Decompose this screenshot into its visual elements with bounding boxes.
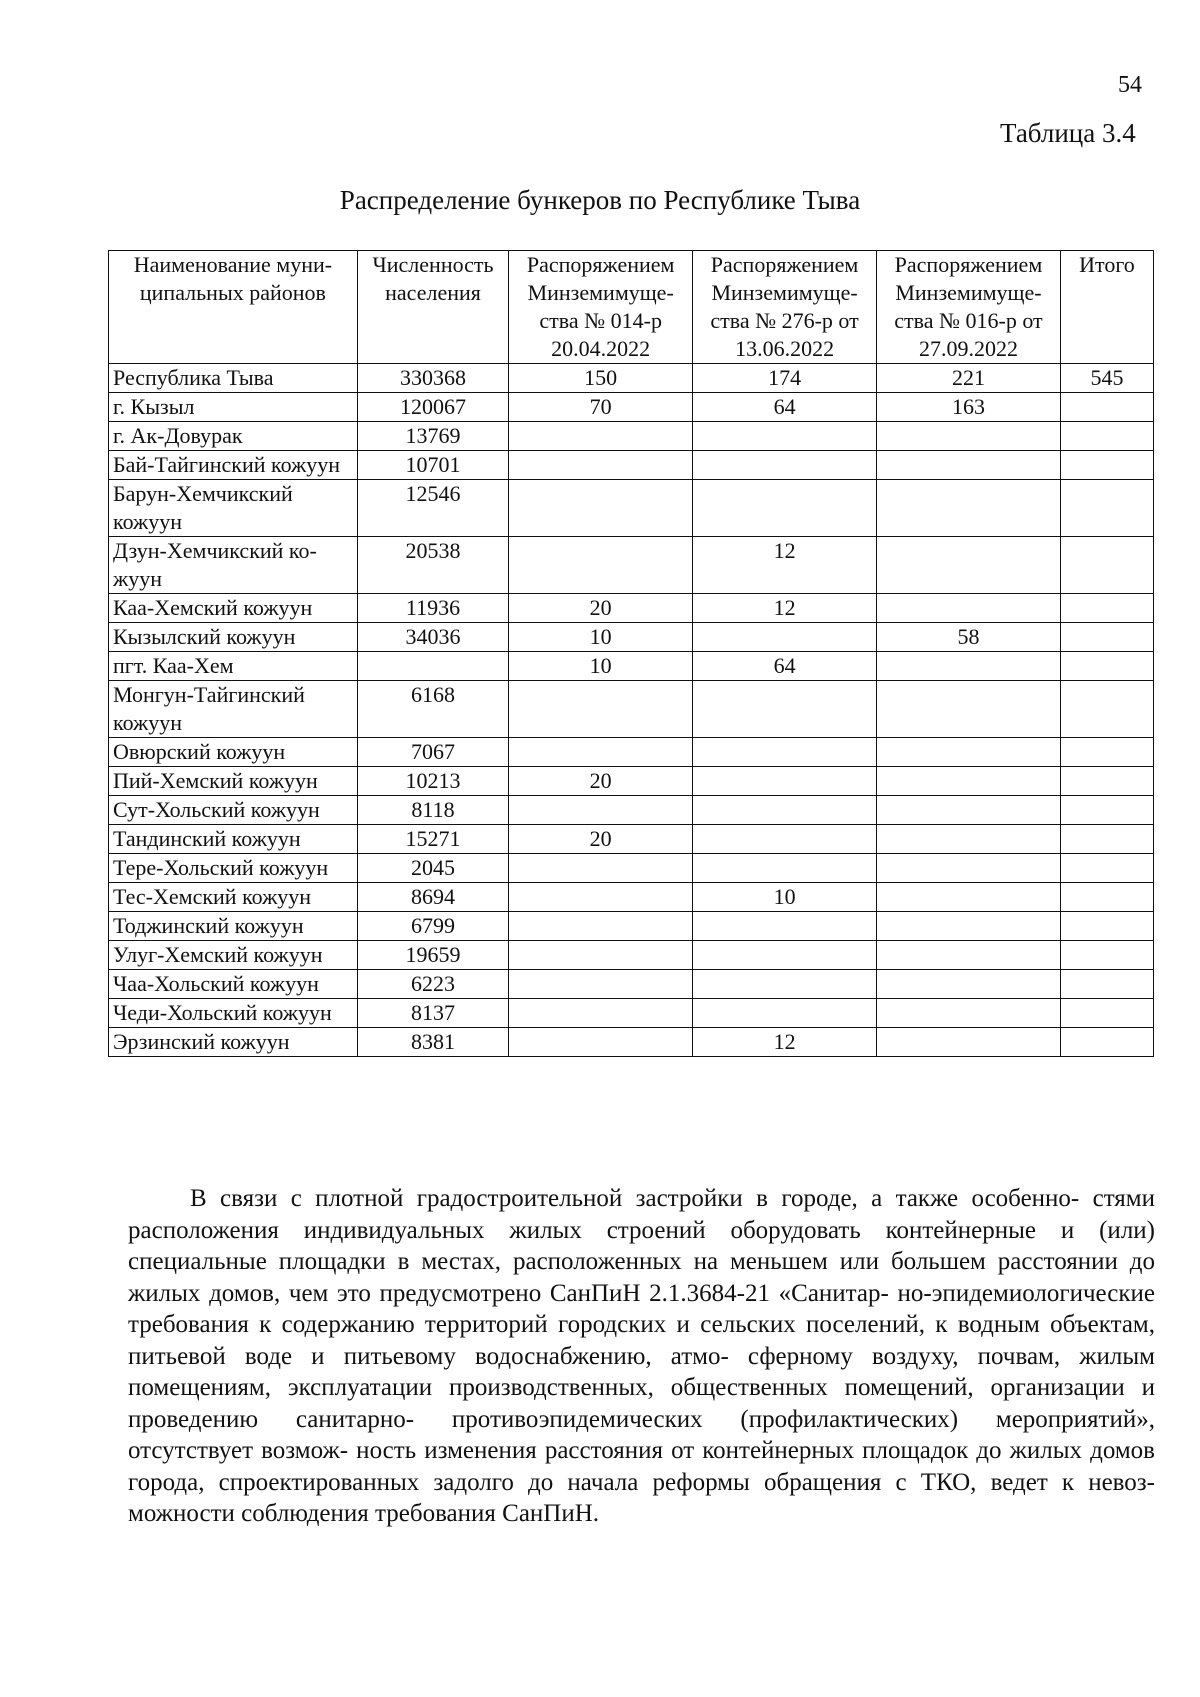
cell-order-016: [877, 912, 1061, 941]
cell-district-name: Барун-Хемчикский кожуун: [109, 480, 358, 537]
cell-district-name: Улуг-Хемский кожуун: [109, 941, 358, 970]
col-header-order-016: Распоряжением Минземимуще- ства № 016-р от 27.09.2022: [877, 251, 1061, 364]
table-row: [109, 364, 1154, 393]
cell-total: [1060, 537, 1153, 594]
cell-order-276: 10: [693, 883, 877, 912]
table-row: [109, 652, 1154, 681]
cell-district-name: Сут-Хольский кожуун: [109, 796, 358, 825]
cell-order-014: [509, 480, 693, 537]
cell-order-016: [877, 825, 1061, 854]
table-row: [109, 537, 1154, 594]
cell-order-014: 10: [509, 652, 693, 681]
table-row: [109, 796, 1154, 825]
cell-district-name: Эрзинский кожуун: [109, 1028, 358, 1057]
cell-order-016: [877, 796, 1061, 825]
cell-order-276: [693, 825, 877, 854]
cell-district-name: г. Ак-Довурак: [109, 422, 358, 451]
cell-total: [1060, 422, 1153, 451]
cell-total: [1060, 738, 1153, 767]
cell-total: 545: [1060, 364, 1153, 393]
cell-total: [1060, 1028, 1153, 1057]
cell-order-016: [877, 999, 1061, 1028]
cell-order-016: [877, 941, 1061, 970]
cell-total: [1060, 825, 1153, 854]
table-label: Таблица 3.4: [1000, 118, 1136, 148]
cell-order-014: [509, 796, 693, 825]
cell-order-276: [693, 681, 877, 738]
cell-order-016: [877, 970, 1061, 999]
bunker-distribution-table: [108, 250, 1154, 1057]
cell-total: [1060, 970, 1153, 999]
cell-order-016: [877, 451, 1061, 480]
cell-total: [1060, 767, 1153, 796]
cell-population: [357, 652, 508, 681]
table-body: [109, 364, 1154, 1057]
cell-total: [1060, 912, 1153, 941]
cell-population: 8137: [357, 999, 508, 1028]
cell-population: 13769: [357, 422, 508, 451]
cell-order-276: [693, 796, 877, 825]
table-row: [109, 393, 1154, 422]
cell-order-276: 64: [693, 652, 877, 681]
col-header-population: Численность населения: [357, 251, 508, 364]
cell-population: 7067: [357, 738, 508, 767]
cell-total: [1060, 451, 1153, 480]
cell-order-016: 58: [877, 623, 1061, 652]
cell-order-014: [509, 883, 693, 912]
cell-order-276: 12: [693, 1028, 877, 1057]
cell-district-name: Чеди-Хольский кожуун: [109, 999, 358, 1028]
cell-population: 15271: [357, 825, 508, 854]
cell-population: 2045: [357, 854, 508, 883]
cell-order-014: 10: [509, 623, 693, 652]
cell-district-name: г. Кызыл: [109, 393, 358, 422]
cell-total: [1060, 796, 1153, 825]
cell-district-name: Республика Тыва: [109, 364, 358, 393]
cell-order-276: [693, 854, 877, 883]
table-row: [109, 480, 1154, 537]
cell-order-276: 64: [693, 393, 877, 422]
cell-district-name: Тандинский кожуун: [109, 825, 358, 854]
cell-population: 330368: [357, 364, 508, 393]
cell-order-014: [509, 999, 693, 1028]
table-row: [109, 681, 1154, 738]
col-header-total: Итого: [1060, 251, 1153, 364]
cell-order-276: [693, 451, 877, 480]
table-row: [109, 854, 1154, 883]
cell-district-name: Чаа-Хольский кожуун: [109, 970, 358, 999]
cell-total: [1060, 941, 1153, 970]
cell-order-016: [877, 594, 1061, 623]
cell-population: 6799: [357, 912, 508, 941]
cell-district-name: Пий-Хемский кожуун: [109, 767, 358, 796]
cell-order-276: [693, 422, 877, 451]
cell-district-name: Кызылский кожуун: [109, 623, 358, 652]
cell-population: 6223: [357, 970, 508, 999]
cell-order-014: [509, 970, 693, 999]
cell-order-276: [693, 623, 877, 652]
cell-order-014: [509, 451, 693, 480]
cell-order-014: 20: [509, 825, 693, 854]
cell-district-name: Каа-Хемский кожуун: [109, 594, 358, 623]
cell-order-276: [693, 999, 877, 1028]
table-header-row: [109, 251, 1154, 364]
cell-total: [1060, 999, 1153, 1028]
cell-district-name: Дзун-Хемчикский ко- жуун: [109, 537, 358, 594]
cell-order-016: [877, 537, 1061, 594]
cell-order-276: 12: [693, 594, 877, 623]
col-header-order-276: Распоряжением Минземимуще- ства № 276-р от 13.06.2022: [693, 251, 877, 364]
table-row: [109, 767, 1154, 796]
cell-population: 11936: [357, 594, 508, 623]
cell-order-014: [509, 912, 693, 941]
cell-order-276: [693, 912, 877, 941]
cell-population: 8694: [357, 883, 508, 912]
table-row: [109, 825, 1154, 854]
cell-order-014: 70: [509, 393, 693, 422]
cell-district-name: Тере-Хольский кожуун: [109, 854, 358, 883]
table-row: [109, 912, 1154, 941]
cell-order-014: 20: [509, 767, 693, 796]
cell-order-276: [693, 941, 877, 970]
cell-total: [1060, 623, 1153, 652]
cell-total: [1060, 854, 1153, 883]
cell-total: [1060, 652, 1153, 681]
cell-order-014: [509, 941, 693, 970]
cell-order-016: [877, 1028, 1061, 1057]
cell-order-016: 221: [877, 364, 1061, 393]
cell-order-016: 163: [877, 393, 1061, 422]
cell-order-276: 12: [693, 537, 877, 594]
cell-order-016: [877, 681, 1061, 738]
cell-order-016: [877, 480, 1061, 537]
table-row: [109, 970, 1154, 999]
cell-total: [1060, 594, 1153, 623]
cell-population: 8381: [357, 1028, 508, 1057]
page-number: 54: [1118, 72, 1142, 98]
cell-order-276: [693, 738, 877, 767]
table-row: [109, 941, 1154, 970]
table-row: [109, 623, 1154, 652]
cell-district-name: пгт. Каа-Хем: [109, 652, 358, 681]
cell-district-name: Тес-Хемский кожуун: [109, 883, 358, 912]
cell-order-016: [877, 854, 1061, 883]
cell-order-016: [877, 767, 1061, 796]
cell-total: [1060, 480, 1153, 537]
cell-order-276: [693, 480, 877, 537]
cell-district-name: Монгун-Тайгинский кожуун: [109, 681, 358, 738]
cell-order-016: [877, 738, 1061, 767]
cell-district-name: Овюрский кожуун: [109, 738, 358, 767]
table-row: [109, 883, 1154, 912]
cell-order-276: [693, 767, 877, 796]
cell-order-014: [509, 422, 693, 451]
cell-population: 8118: [357, 796, 508, 825]
cell-population: 12546: [357, 480, 508, 537]
table-row: [109, 999, 1154, 1028]
cell-total: [1060, 883, 1153, 912]
cell-order-014: [509, 537, 693, 594]
cell-order-016: [877, 652, 1061, 681]
table-row: [109, 594, 1154, 623]
cell-order-276: [693, 970, 877, 999]
table-row: [109, 422, 1154, 451]
cell-district-name: Тоджинский кожуун: [109, 912, 358, 941]
cell-population: 34036: [357, 623, 508, 652]
cell-population: 10213: [357, 767, 508, 796]
cell-order-014: [509, 1028, 693, 1057]
cell-order-014: [509, 854, 693, 883]
cell-order-014: [509, 681, 693, 738]
cell-total: [1060, 393, 1153, 422]
cell-population: 6168: [357, 681, 508, 738]
body-paragraph: В связи с плотной градостроительной застройки в городе, а также особенно- стями расположения индивидуальных жилых строений оборудовать контейнерные и (или) специальные площадки в местах, расположенных на меньшем или большем расстоянии до жилых домов, чем это предусмотрено СанПиН 2.1.3684-21 «Санитар- но-эпидемиологические требования к содержанию территорий городских и сельских поселений, к водным объектам, питьевой воде и питьевому водоснабжению, атмо- сферному воздуху, почвам, жилым помещениям, эксплуатации производственных, общественных помещений, организации и проведению санитарно- противоэпидемических (профилактических) мероприятий», отсутствует возмож- ность изменения расстояния от контейнерных площадок до жилых домов города, спроектированных задолго до начала реформы обращения с ТКО, ведет к невоз- можности соблюдения требования СанПиН.: [128, 1185, 1155, 1527]
cell-order-276: 174: [693, 364, 877, 393]
cell-population: 10701: [357, 451, 508, 480]
cell-population: 19659: [357, 941, 508, 970]
cell-population: 120067: [357, 393, 508, 422]
cell-district-name: Бай-Тайгинский кожуун: [109, 451, 358, 480]
table-row: [109, 1028, 1154, 1057]
col-header-order-014: Распоряжением Минземимуще- ства № 014-р 20.04.2022: [509, 251, 693, 364]
cell-population: 20538: [357, 537, 508, 594]
table-title: Распределение бункеров по Республике Тыва: [339, 185, 861, 215]
cell-order-014: 20: [509, 594, 693, 623]
cell-order-014: 150: [509, 364, 693, 393]
cell-order-014: [509, 738, 693, 767]
table-row: [109, 738, 1154, 767]
cell-order-016: [877, 883, 1061, 912]
table-row: [109, 451, 1154, 480]
cell-order-016: [877, 422, 1061, 451]
cell-total: [1060, 681, 1153, 738]
col-header-district: Наименование муни- ципальных районов: [109, 251, 358, 364]
